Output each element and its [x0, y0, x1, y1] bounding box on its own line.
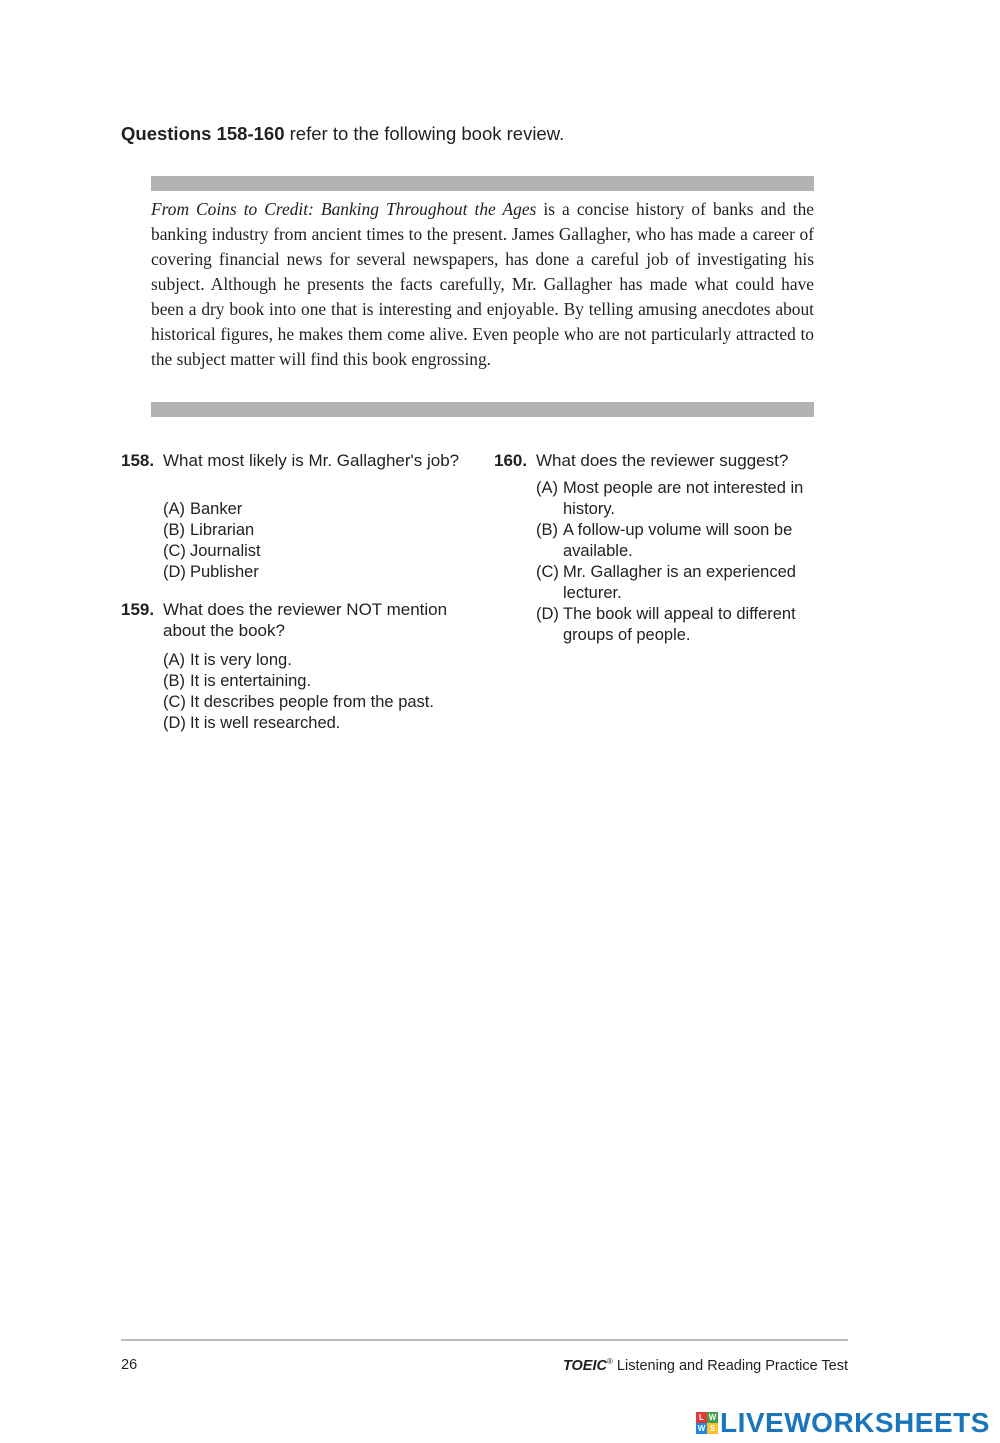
- section-intro: [121, 123, 564, 145]
- passage-bottom-bar: [151, 402, 814, 417]
- option-d[interactable]: (D) Publisher: [163, 563, 259, 581]
- question-number: 158.: [121, 451, 155, 470]
- passage-top-bar: [151, 176, 814, 191]
- option-b[interactable]: (B) It is entertaining.: [163, 672, 312, 690]
- book-review-passage: [151, 197, 814, 372]
- question-160-options: [536, 478, 841, 646]
- option-a[interactable]: (A) Most people are not interested in history.: [536, 479, 804, 518]
- footer-divider: [121, 1339, 848, 1341]
- logo-tile: W: [708, 1413, 717, 1422]
- passage-body: is a concise history of banks and the banking industry from ancient times to the present. James Gallagher, who has made a career of covering financial news for several newspapers, has done a careful job of investigating his subject. Although he presents the facts carefully, Mr. Gallagher has made what could have been a dry book into one that is interesting and enjoyable. By telling amusing anecdotes about historical figures, he makes them come alive. Even people who are not particularly attracted to the subject matter will find this book engrossing.: [151, 199, 815, 369]
- question-number: 159.: [121, 600, 155, 619]
- footer-title-text: Listening and Reading Practice Test: [612, 1357, 848, 1374]
- logo-tile: W: [697, 1424, 706, 1433]
- question-stem: What does the reviewer suggest?: [536, 451, 789, 470]
- question-159-options: [163, 650, 483, 734]
- option-a[interactable]: (A) It is very long.: [163, 651, 292, 669]
- watermark-text: LIVEWORKSHEETS: [720, 1407, 990, 1438]
- option-b[interactable]: (B) A follow-up volume will soon be available.: [536, 521, 793, 560]
- question-stem: What does the reviewer NOT mention about the book?: [163, 600, 448, 640]
- liveworksheets-watermark: [696, 1407, 990, 1439]
- option-d[interactable]: (D) It is well researched.: [163, 714, 341, 732]
- book-title: From Coins to Credit: Banking Throughout the Ages: [151, 199, 537, 219]
- logo-tile: S: [707, 1423, 718, 1434]
- question-158-options: [163, 499, 463, 583]
- logo-tile: L: [696, 1412, 707, 1423]
- question-range: Questions 158-160: [121, 123, 285, 144]
- trademark-symbol: ®: [606, 1357, 613, 1366]
- option-c[interactable]: (C) Mr. Gallagher is an experienced lecturer.: [536, 563, 796, 602]
- page-number: 26: [121, 1357, 138, 1373]
- option-d[interactable]: (D) The book will appeal to different groups of people.: [536, 605, 796, 644]
- option-c[interactable]: (C) Journalist: [163, 542, 261, 560]
- option-a[interactable]: (A) Banker: [163, 500, 243, 518]
- footer-title: [563, 1357, 848, 1374]
- option-b[interactable]: (B) Librarian: [163, 521, 255, 539]
- liveworksheets-logo-icon: [696, 1412, 718, 1434]
- question-number: 160.: [494, 451, 528, 470]
- intro-text: refer to the following book review.: [284, 123, 565, 144]
- option-c[interactable]: (C) It describes people from the past.: [163, 693, 434, 711]
- brand-name: TOEIC: [562, 1357, 607, 1374]
- question-stem: What most likely is Mr. Gallagher's job?: [163, 451, 460, 470]
